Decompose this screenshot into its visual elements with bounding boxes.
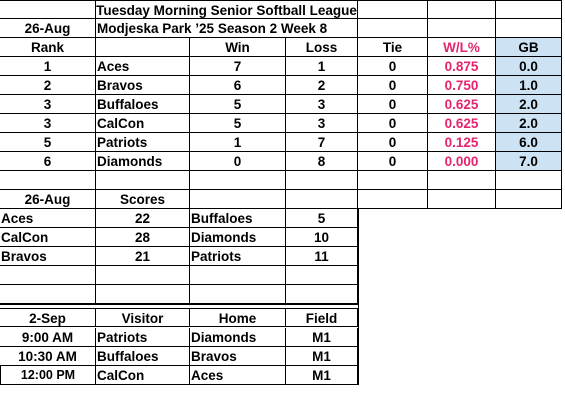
loss-cell[interactable]: 3 bbox=[286, 95, 358, 114]
scores-date[interactable]: 26-Aug bbox=[0, 190, 96, 209]
cell-blank[interactable] bbox=[190, 190, 286, 209]
rank-cell[interactable]: 6 bbox=[0, 152, 96, 171]
cell-blank[interactable] bbox=[428, 190, 496, 209]
cell-blank[interactable] bbox=[496, 190, 562, 209]
pct-cell[interactable]: 0.125 bbox=[428, 133, 496, 152]
tie-cell[interactable]: 0 bbox=[358, 95, 428, 114]
rank-cell[interactable]: 3 bbox=[0, 95, 96, 114]
col-header-win[interactable]: Win bbox=[190, 38, 286, 57]
game-time[interactable]: 10:30 AM bbox=[0, 347, 96, 366]
cell-blank[interactable] bbox=[358, 0, 428, 19]
team-cell[interactable]: Diamonds bbox=[96, 152, 190, 171]
rank-cell[interactable]: 3 bbox=[0, 114, 96, 133]
cell-blank[interactable] bbox=[358, 171, 428, 190]
gb-cell[interactable]: 6.0 bbox=[496, 133, 562, 152]
score-value2[interactable]: 10 bbox=[286, 228, 358, 247]
win-cell[interactable]: 1 bbox=[190, 133, 286, 152]
score-team2[interactable]: Buffaloes bbox=[190, 209, 286, 228]
score-team2[interactable]: Patriots bbox=[190, 247, 286, 266]
cell-blank[interactable] bbox=[190, 171, 286, 190]
pct-cell[interactable]: 0.625 bbox=[428, 95, 496, 114]
cell-blank[interactable] bbox=[286, 266, 358, 285]
col-header-gb[interactable]: GB bbox=[496, 38, 562, 57]
game-time[interactable]: 12:00 PM bbox=[0, 365, 96, 385]
gb-cell[interactable]: 2.0 bbox=[496, 114, 562, 133]
loss-cell[interactable]: 7 bbox=[286, 133, 358, 152]
score-team1[interactable]: Bravos bbox=[0, 247, 96, 266]
gb-cell[interactable]: 7.0 bbox=[496, 152, 562, 171]
col-header-visitor[interactable]: Visitor bbox=[96, 308, 190, 327]
team-cell[interactable]: Aces bbox=[96, 57, 190, 76]
win-cell[interactable]: 0 bbox=[190, 152, 286, 171]
scores-label[interactable]: Scores bbox=[96, 190, 190, 209]
team-cell[interactable]: Patriots bbox=[96, 133, 190, 152]
pct-cell[interactable]: 0.625 bbox=[428, 114, 496, 133]
score-value1[interactable]: 22 bbox=[96, 209, 190, 228]
tie-cell[interactable]: 0 bbox=[358, 152, 428, 171]
score-team1[interactable]: CalCon bbox=[0, 228, 96, 247]
score-value1[interactable]: 28 bbox=[96, 228, 190, 247]
col-header-team[interactable] bbox=[96, 38, 190, 57]
win-cell[interactable]: 6 bbox=[190, 76, 286, 95]
win-cell[interactable]: 5 bbox=[190, 95, 286, 114]
win-cell[interactable]: 7 bbox=[190, 57, 286, 76]
cell-blank[interactable] bbox=[0, 0, 96, 19]
col-header-field[interactable]: Field bbox=[286, 308, 358, 327]
cell-blank[interactable] bbox=[0, 171, 96, 190]
home-team[interactable]: Diamonds bbox=[190, 328, 286, 347]
loss-cell[interactable]: 8 bbox=[286, 152, 358, 171]
rank-cell[interactable]: 1 bbox=[0, 57, 96, 76]
home-team[interactable]: Aces bbox=[190, 366, 286, 385]
score-value1[interactable]: 21 bbox=[96, 247, 190, 266]
season-subtitle[interactable]: Modjeska Park ’25 Season 2 Week 8 bbox=[96, 19, 358, 38]
cell-blank[interactable] bbox=[496, 171, 562, 190]
tie-cell[interactable]: 0 bbox=[358, 76, 428, 95]
cell-blank[interactable] bbox=[428, 0, 496, 19]
cell-blank[interactable] bbox=[496, 19, 562, 38]
cell-blank[interactable] bbox=[96, 266, 190, 285]
visitor-team[interactable]: Patriots bbox=[96, 328, 190, 347]
cell-blank[interactable] bbox=[286, 190, 358, 209]
rank-cell[interactable]: 2 bbox=[0, 76, 96, 95]
tie-cell[interactable]: 0 bbox=[358, 133, 428, 152]
tie-cell[interactable]: 0 bbox=[358, 114, 428, 133]
cell-blank[interactable] bbox=[358, 190, 428, 209]
col-header-pct[interactable]: W/L% bbox=[428, 38, 496, 57]
schedule-date[interactable]: 2-Sep bbox=[0, 308, 96, 327]
gb-cell[interactable]: 2.0 bbox=[496, 95, 562, 114]
loss-cell[interactable]: 3 bbox=[286, 114, 358, 133]
win-cell[interactable]: 5 bbox=[190, 114, 286, 133]
col-header-tie[interactable]: Tie bbox=[358, 38, 428, 57]
cell-blank[interactable] bbox=[190, 266, 286, 285]
col-header-rank[interactable]: Rank bbox=[0, 38, 96, 57]
cell-blank[interactable] bbox=[496, 0, 562, 19]
cell-blank[interactable] bbox=[190, 285, 286, 304]
loss-cell[interactable]: 1 bbox=[286, 57, 358, 76]
score-team1[interactable]: Aces bbox=[0, 209, 96, 228]
cell-blank[interactable] bbox=[96, 285, 190, 304]
home-team[interactable]: Bravos bbox=[190, 347, 286, 366]
cell-blank[interactable] bbox=[286, 171, 358, 190]
team-cell[interactable]: CalCon bbox=[96, 114, 190, 133]
col-header-home[interactable]: Home bbox=[190, 308, 286, 327]
team-cell[interactable]: Bravos bbox=[96, 76, 190, 95]
cell-blank[interactable] bbox=[358, 19, 428, 38]
league-title[interactable]: Tuesday Morning Senior Softball League bbox=[96, 0, 358, 19]
team-cell[interactable]: Buffaloes bbox=[96, 95, 190, 114]
game-time[interactable]: 9:00 AM bbox=[0, 328, 96, 347]
cell-blank[interactable] bbox=[428, 171, 496, 190]
rank-cell[interactable]: 5 bbox=[0, 133, 96, 152]
field-cell[interactable]: M1 bbox=[286, 328, 358, 347]
pct-cell[interactable]: 0.000 bbox=[428, 152, 496, 171]
cell-blank[interactable] bbox=[286, 285, 358, 304]
visitor-team[interactable]: Buffaloes bbox=[96, 347, 190, 366]
score-value2[interactable]: 11 bbox=[286, 247, 358, 266]
pct-cell[interactable]: 0.750 bbox=[428, 76, 496, 95]
pct-cell[interactable]: 0.875 bbox=[428, 57, 496, 76]
cell-blank[interactable] bbox=[428, 19, 496, 38]
score-team2[interactable]: Diamonds bbox=[190, 228, 286, 247]
header-date[interactable]: 26-Aug bbox=[0, 19, 96, 38]
visitor-team[interactable]: CalCon bbox=[96, 366, 190, 385]
cell-blank[interactable] bbox=[0, 285, 96, 304]
score-value2[interactable]: 5 bbox=[286, 209, 358, 228]
gb-cell[interactable]: 0.0 bbox=[496, 57, 562, 76]
gb-cell[interactable]: 1.0 bbox=[496, 76, 562, 95]
field-cell[interactable]: M1 bbox=[286, 366, 358, 385]
field-cell[interactable]: M1 bbox=[286, 347, 358, 366]
table-divider bbox=[0, 304, 359, 305]
col-header-loss[interactable]: Loss bbox=[286, 38, 358, 57]
cell-blank[interactable] bbox=[96, 171, 190, 190]
cell-blank[interactable] bbox=[0, 266, 96, 285]
table-divider bbox=[358, 209, 359, 385]
loss-cell[interactable]: 2 bbox=[286, 76, 358, 95]
tie-cell[interactable]: 0 bbox=[358, 57, 428, 76]
